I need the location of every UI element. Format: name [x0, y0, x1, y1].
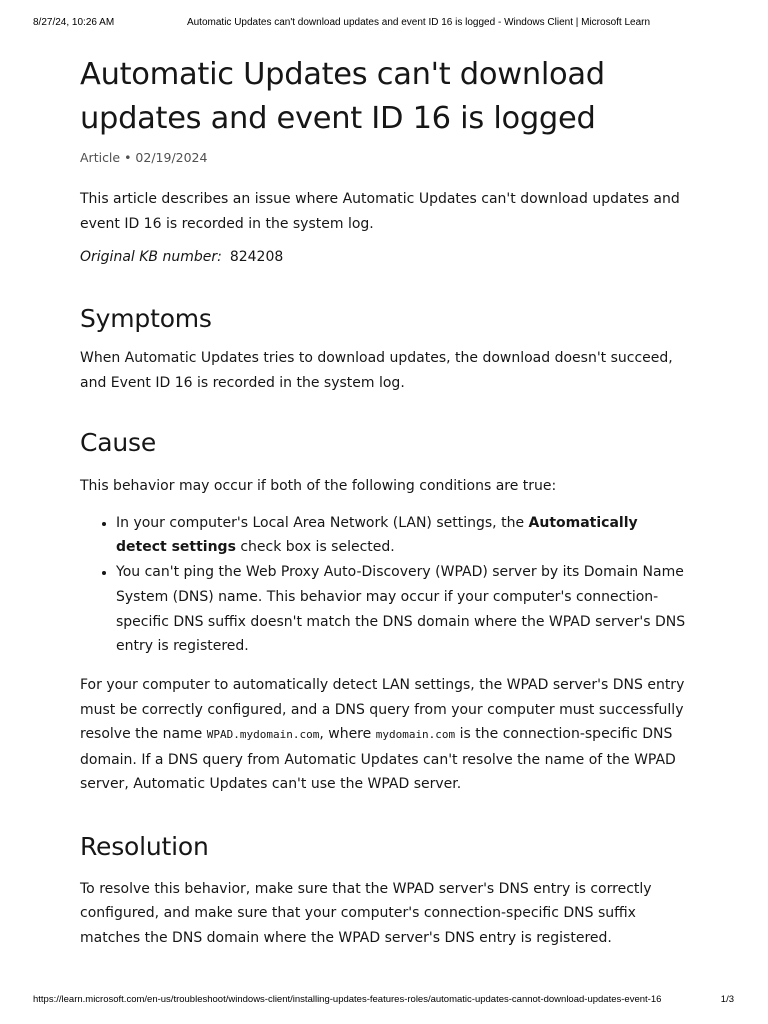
- print-url: https://learn.microsoft.com/en-us/troubleshoot/windows-client/installing-updates-features-roles/automatic-updates-cannot-download-updates-event-16: [33, 994, 662, 1005]
- bullet1-text-end: check box is selected.: [235, 539, 395, 556]
- resolution-heading: Resolution: [80, 831, 209, 861]
- cause-detail-text: [80, 673, 692, 797]
- cause-heading: Cause: [80, 428, 157, 457]
- print-page-title: Automatic Updates can't download updates and event ID 16 is logged - Windows Client | Microsoft Learn: [186, 17, 651, 28]
- kb-label: Original KB number:: [80, 249, 222, 265]
- list-item: • You can't ping the Web Proxy Auto-Discovery (WPAD) server by its Domain Name System (DNS) name. This behavior may occur if your computer's connection-specific DNS suffix doesn't match the DNS domain where the WPAD server's DNS entry is registered.: [116, 560, 692, 659]
- cause-conditions-list: [80, 511, 692, 660]
- cause-detail-part3: is the connection-specific DNS domain. If a DNS query from Automatic Updates can't resolve the name of the WPAD server, Automatic Updates can't use the WPAD server.: [80, 726, 676, 793]
- domain-code: mydomain.com: [375, 728, 456, 742]
- print-footer: [33, 994, 734, 1008]
- resolution-text: To resolve this behavior, make sure that the WPAD server's DNS entry is correctly configured, and make sure that your computer's connection-specific DNS suffix matches the DNS domain where the WPAD server's DNS entry is registered.: [80, 880, 652, 946]
- cause-detail-part2: , where: [319, 726, 376, 743]
- list-item: [116, 511, 692, 561]
- symptoms-heading: Symptoms: [80, 304, 212, 333]
- print-datetime: 8/27/24, 10:26 AM: [33, 17, 115, 28]
- cause-text: This behavior may occur if both of the following conditions are true:: [80, 478, 557, 494]
- print-header: [33, 17, 734, 31]
- symptoms-text: When Automatic Updates tries to download updates, the download doesn't succeed, and Event ID 16 is recorded in the system log.: [80, 350, 673, 391]
- cause-detail-part1: For your computer to automatically detect LAN settings, the WPAD server's DNS entry must be correctly configured, and a DNS query from your computer must successfully resolve the name: [80, 677, 685, 743]
- bullet1-bold-text: Automatically detect settings: [116, 514, 638, 556]
- bullet1-text-start: In your computer's Local Area Network (LAN) settings, the: [116, 514, 529, 531]
- article-meta: Article • 02/19/2024: [80, 150, 208, 165]
- page-number: 1/3: [720, 994, 734, 1005]
- wpad-name-code: WPAD.mydomain.com: [206, 728, 320, 742]
- kb-value: 824208: [229, 249, 284, 265]
- kb-number: [80, 245, 692, 269]
- article-title: Automatic Updates can't download updates and event ID 16 is logged: [80, 57, 605, 136]
- article-intro: This article describes an issue where Automatic Updates can't download updates and event ID 16 is recorded in the system log.: [80, 191, 680, 232]
- article-content: [80, 53, 692, 950]
